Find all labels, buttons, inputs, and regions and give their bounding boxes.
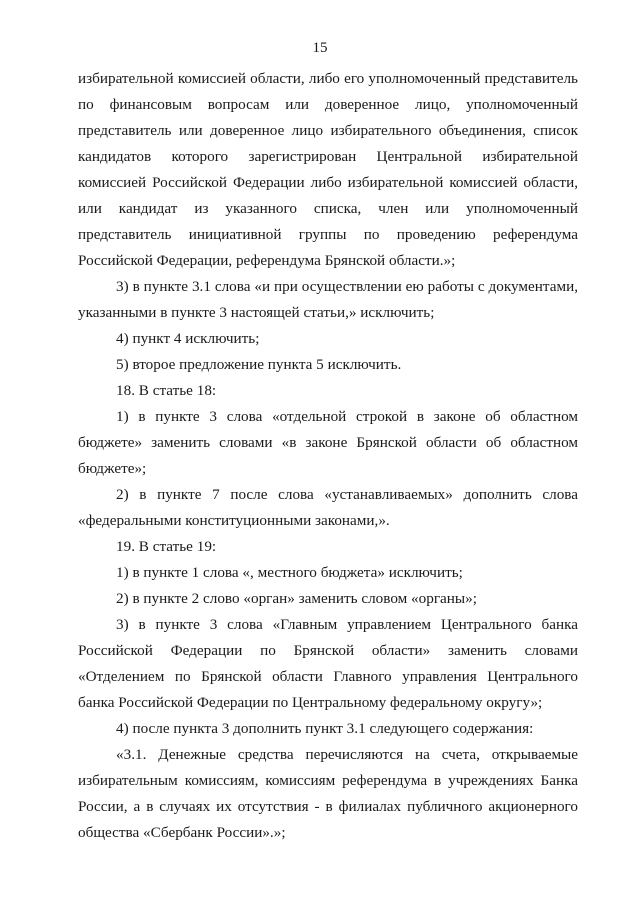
section-heading-19: 19. В статье 19: (116, 538, 217, 555)
paragraph-18-item-1: 1) в пункте 3 слова «отдельной строкой в законе об областном бюджете» заменить словами «в законе Брянской области об областном бюджете»; (78, 408, 578, 477)
paragraph-19-item-2: 2) в пункте 2 слово «орган» заменить словом «органы»; (116, 590, 477, 607)
paragraph-item-4: 4) пункт 4 исключить; (116, 330, 260, 347)
paragraph-19-item-1: 1) в пункте 1 слова «, местного бюджета» исключить; (116, 564, 463, 581)
page-number: 15 (312, 40, 328, 56)
document-body (78, 66, 578, 846)
section-heading-18: 18. В статье 18: (116, 382, 217, 399)
paragraph-19-item-4: 4) после пункта 3 дополнить пункт 3.1 следующего содержания: (116, 720, 534, 737)
paragraph-continuation: избирательной комиссией области, либо его уполномоченный представитель по финансовым вопросам или доверенное лицо, уполномоченный представитель или доверенное лицо избирательного объединения, список кандидатов которого зарегистрирован Центральной избирательной комиссией Российской Федерации либо избирательной комиссией области, или кандидат из указанного списка, член или уполномоченный представитель инициативной группы по проведению референдума Российской Федерации, референдума Брянской области.»; (78, 70, 578, 269)
quoted-clause-3-1: «3.1. Денежные средства перечисляются на счета, открываемые избирательным комиссиям, комиссиям референдума в учреждениях Банка России, а в случаях их отсутствия - в филиалах публичного акционерного общества «Сбербанк России».»; (78, 746, 578, 841)
paragraph-18-item-2: 2) в пункте 7 после слова «устанавливаемых» дополнить слова «федеральными конституционными законами,». (78, 486, 578, 529)
paragraph-item-5: 5) второе предложение пункта 5 исключить. (116, 356, 402, 373)
paragraph-19-item-3: 3) в пункте 3 слова «Главным управлением Центрального банка Российской Федерации по Брянской области» заменить словами «Отделением по Брянской области Главного управления Центрального банка Российской Федерации по Центральному федеральному округу»; (78, 616, 578, 711)
paragraph-item-3: 3) в пункте 3.1 слова «и при осуществлении ею работы с документами, указанными в пункте 3 настоящей статьи,» исключить; (78, 278, 578, 321)
